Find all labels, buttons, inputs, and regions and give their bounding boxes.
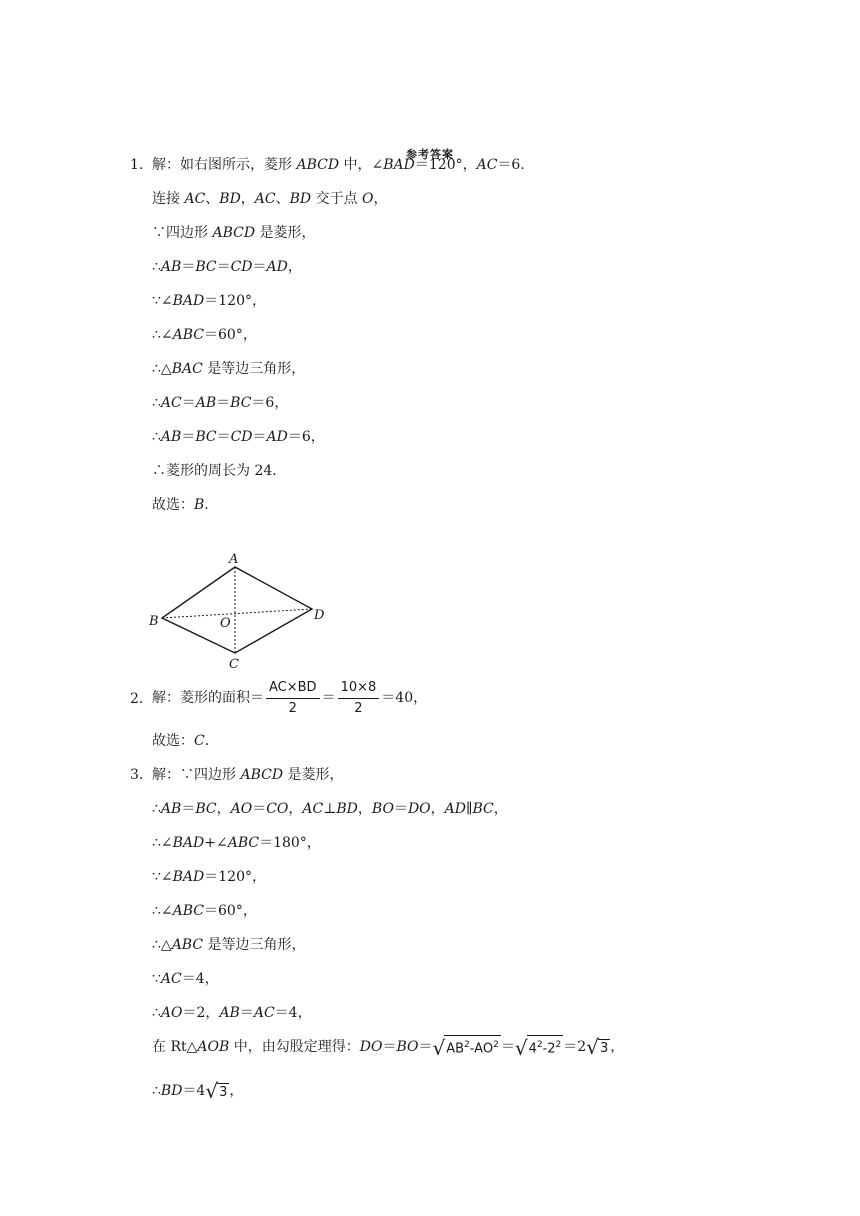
- q3-line-1: 解：∵四边形 ABCD 是菱形，: [152, 767, 344, 783]
- vertex-label-a: A: [229, 552, 239, 567]
- sqrt-3: √ 3: [586, 1035, 609, 1059]
- rhombus-figure: [140, 548, 340, 672]
- sqrt-4-2: √ $4^2-2^2$: [514, 1035, 562, 1060]
- question-3-number: 3．: [130, 767, 153, 783]
- question-1-number: 1．: [130, 157, 153, 173]
- q3-line-2: ∴AB＝BC，AO＝CO，AC⊥BD，BO＝DO，AD∥BC，: [152, 801, 508, 817]
- q3-line-4: ∵∠BAD＝120°，: [152, 869, 266, 885]
- fraction-values: $\frac{10\times 8}{2}$: [338, 680, 380, 717]
- q3-line-5: ∴∠ABC＝60°，: [152, 903, 257, 919]
- q3-line-3: ∴∠BAD+∠ABC＝180°，: [152, 835, 321, 851]
- vertex-label-c: C: [229, 657, 239, 672]
- q3-line-8: ∴AO＝2，AB＝AC＝4，: [152, 1005, 312, 1021]
- question-2-number: 2．: [130, 691, 153, 707]
- q2-answer: 故选：C．: [152, 733, 219, 749]
- q1-line-1: 解：如右图所示，菱形 ABCD 中，∠BAD＝120°，AC＝6．: [152, 157, 535, 173]
- q3-line-9: 在 Rt△AOB 中，由勾股定理得：DO＝BO＝ √ $AB^2-AO^2$ ＝ √ $4^2-2^2$ ＝2 √ 3 ，: [152, 1035, 625, 1060]
- sqrt-ab-ao: √ $AB^2-AO^2$: [432, 1035, 499, 1060]
- sqrt-3-bd: √ 3: [205, 1079, 228, 1103]
- q1-answer: 故选：B．: [152, 497, 219, 513]
- page-title: 参考答案: [406, 148, 454, 161]
- vertex-label-d: D: [314, 608, 325, 623]
- q3-line-7: ∵AC＝4，: [152, 971, 219, 987]
- q1-line-8: ∴AC＝AB＝BC＝6，: [152, 395, 289, 411]
- q1-line-3: ∵四边形 ABCD 是菱形，: [152, 225, 316, 241]
- vertex-label-b: B: [149, 614, 159, 629]
- q1-line-6: ∴∠ABC＝60°，: [152, 327, 257, 343]
- fraction-diagonals: $\frac{AC\times BD}{2}$: [266, 680, 320, 717]
- q3-line-6: ∴△ABC 是等边三角形，: [152, 937, 306, 953]
- q1-line-7: ∴△BAC 是等边三角形，: [152, 361, 306, 377]
- center-label-o: O: [220, 616, 231, 631]
- q3-line-10: ∴BD＝4 √ 3 ，: [152, 1079, 244, 1103]
- diagonal-bd: [162, 609, 312, 618]
- rhombus-outline: [162, 567, 312, 653]
- q1-line-4: ∴AB＝BC＝CD＝AD，: [152, 259, 302, 275]
- q1-line-5: ∵∠BAD＝120°，: [152, 293, 266, 309]
- q1-line-2: 连接 AC、BD，AC、BD 交于点 O，: [152, 191, 388, 207]
- q1-line-10: ∴菱形的周长为 24．: [152, 463, 287, 479]
- q1-line-9: ∴AB＝BC＝CD＝AD＝6，: [152, 429, 325, 445]
- q2-line-1: 解：菱形的面积＝ $\frac{AC\times BD}{2}$ ＝ $\frac{10\times 8}{2}$ ＝40，: [152, 679, 428, 716]
